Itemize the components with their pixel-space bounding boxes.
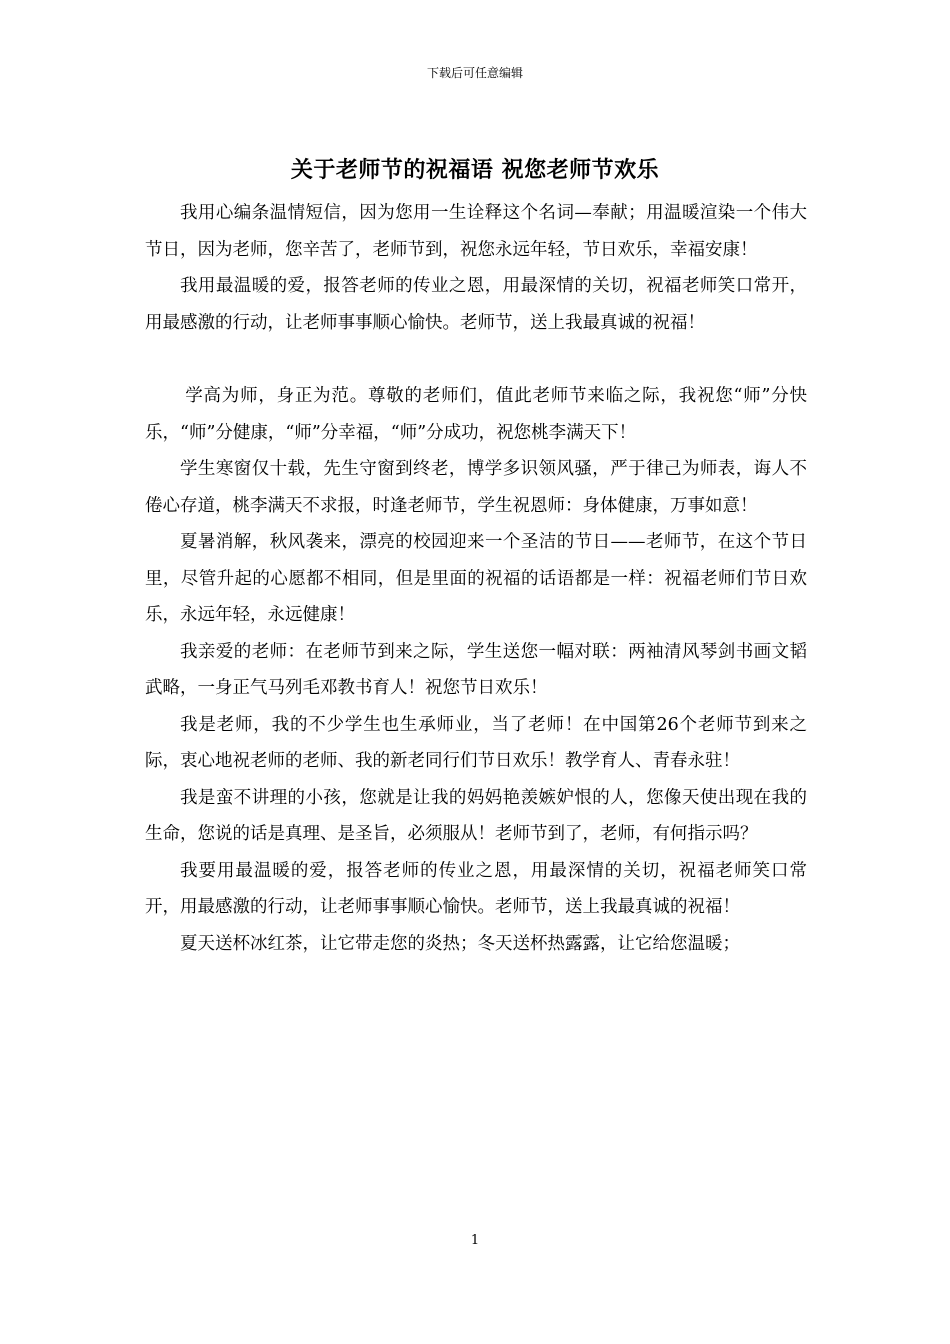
paragraph: 我要用最温暖的爱，报答老师的传业之恩，用最深情的关切，祝福老师笑口常开，用最感激的行动，让老师事事顺心愉快。老师节，送上我最真诚的祝福！ — [145, 860, 807, 917]
paragraph: 学高为师，身正为范。尊敬的老师们，值此老师节来临之际，我祝您“师”分快乐，“师”分健康，“师”分幸福，“师”分成功，祝您桃李满天下！ — [145, 386, 807, 443]
page-header: 下载后可任意编辑 — [426, 66, 523, 80]
paragraph: 我是蛮不讲理的小孩，您就是让我的妈妈艳羡嫉妒恨的人，您像天使出现在我的生命，您说的话是真理、是圣旨，必须服从！老师节到了，老师，有何指示吗？ — [145, 787, 807, 844]
paragraph: 我是老师，我的不少学生也生承师业，当了老师！在中国第26个老师节到来之际，衷心地祝老师的老师、我的新老同行们节日欢乐！教学育人、青春永驻！ — [145, 714, 807, 771]
paragraph: 夏天送杯冰红茶，让它带走您的炎热；冬天送杯热露露，让它给您温暖； — [180, 933, 740, 954]
paragraph: 我用心编条温情短信，因为您用一生诠释这个名词—奉献；用温暖渲染一个伟大节日，因为老师，您辛苦了，老师节到，祝您永远年轻，节日欢乐，幸福安康！ — [145, 203, 807, 260]
paragraph-spacer — [145, 341, 807, 378]
paragraph: 我用最温暖的爱，报答老师的传业之恩，用最深情的关切，祝福老师笑口常开，用最感激的行动，让老师事事顺心愉快。老师节，送上我最真诚的祝福！ — [145, 276, 807, 333]
paragraph: 我亲爱的老师：在老师节到来之际，学生送您一幅对联：两袖清风琴剑书画文韬武略，一身正气马列毛邓教书育人！祝您节日欢乐！ — [145, 641, 807, 698]
paragraph: 夏暑消解，秋风袭来，漂亮的校园迎来一个圣洁的节日——老师节，在这个节日里，尽管升起的心愿都不相同，但是里面的祝福的话语都是一样：祝福老师们节日欢乐，永远年轻，永远健康！ — [145, 532, 807, 625]
document-body — [145, 195, 807, 962]
paragraph: 学生寒窗仅十载，先生守窗到终老，博学多识领风骚，严于律己为师表，诲人不倦心存道，桃李满天不求报，时逢老师节，学生祝恩师：身体健康，万事如意！ — [145, 459, 807, 516]
document-title: 关于老师节的祝福语 祝您老师节欢乐 — [290, 157, 660, 183]
page-number: 1 — [470, 1233, 480, 1248]
